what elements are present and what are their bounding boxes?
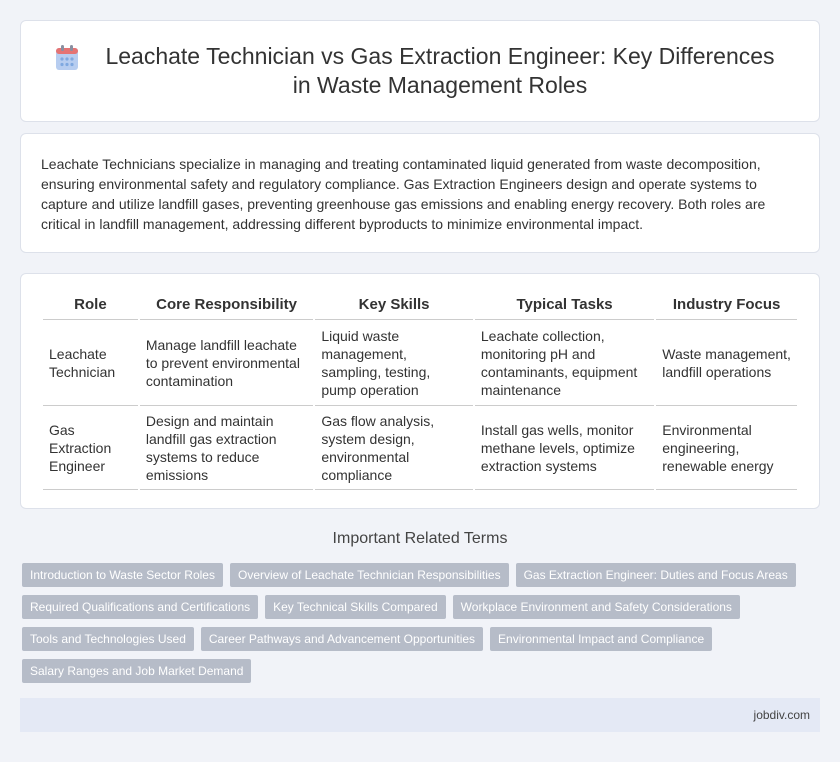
related-terms-list: [22, 563, 822, 683]
header-key-skills: Key Skills: [315, 290, 473, 320]
footer: [20, 698, 820, 732]
term-tag[interactable]: Key Technical Skills Compared: [265, 595, 446, 619]
header-industry-focus: Industry Focus: [656, 290, 797, 320]
header-typical-tasks: Typical Tasks: [475, 290, 654, 320]
comparison-table-card: [20, 273, 820, 509]
header-role: Role: [43, 290, 138, 320]
term-tag[interactable]: Overview of Leachate Technician Responsibilities: [230, 563, 509, 587]
term-tag[interactable]: Workplace Environment and Safety Considerations: [453, 595, 740, 619]
table-cell: Liquid waste management, sampling, testing, pump operation: [315, 320, 473, 406]
table-cell: Waste management, landfill operations: [656, 320, 797, 406]
table-row: [43, 320, 797, 406]
table-cell: Leachate Technician: [43, 320, 138, 406]
table-cell: Environmental engineering, renewable energy: [656, 406, 797, 490]
term-tag[interactable]: Salary Ranges and Job Market Demand: [22, 659, 251, 683]
table-cell: Design and maintain landfill gas extraction systems to reduce emissions: [140, 406, 313, 490]
comparison-table: [41, 290, 799, 490]
term-tag[interactable]: Environmental Impact and Compliance: [490, 627, 712, 651]
calendar-icon: [55, 45, 79, 71]
footer-site-link[interactable]: jobdiv.com: [753, 708, 810, 722]
term-tag[interactable]: Career Pathways and Advancement Opportunities: [201, 627, 483, 651]
table-cell: Gas Extraction Engineer: [43, 406, 138, 490]
term-tag[interactable]: Tools and Technologies Used: [22, 627, 194, 651]
table-cell: Manage landfill leachate to prevent environmental contamination: [140, 320, 313, 406]
page-title: Leachate Technician vs Gas Extraction Engineer: Key Differences in Waste Management Roles: [105, 43, 775, 98]
related-terms-title: Important Related Terms: [332, 530, 508, 547]
header-card: [20, 20, 820, 122]
table-cell: Gas flow analysis, system design, environmental compliance: [315, 406, 473, 490]
intro-card: [20, 133, 820, 253]
term-tag[interactable]: Introduction to Waste Sector Roles: [22, 563, 223, 587]
intro-paragraph: Leachate Technicians specialize in managing and treating contaminated liquid generated from waste decomposition, ensuring environmental safety and regulatory compliance. Gas Extraction Engineers design and operate systems to capture and utilize landfill gases, preventing greenhouse gas emissions and enabling energy recovery. Both roles are critical in landfill management, addressing different byproducts to minimize environmental impact.: [41, 156, 766, 232]
table-cell: Leachate collection, monitoring pH and contaminants, equipment maintenance: [475, 320, 654, 406]
table-header-row: [43, 290, 797, 320]
term-tag[interactable]: Required Qualifications and Certifications: [22, 595, 258, 619]
table-row: [43, 406, 797, 490]
term-tag[interactable]: Gas Extraction Engineer: Duties and Focus Areas: [516, 563, 796, 587]
table-cell: Install gas wells, monitor methane levels, optimize extraction systems: [475, 406, 654, 490]
header-core-responsibility: Core Responsibility: [140, 290, 313, 320]
